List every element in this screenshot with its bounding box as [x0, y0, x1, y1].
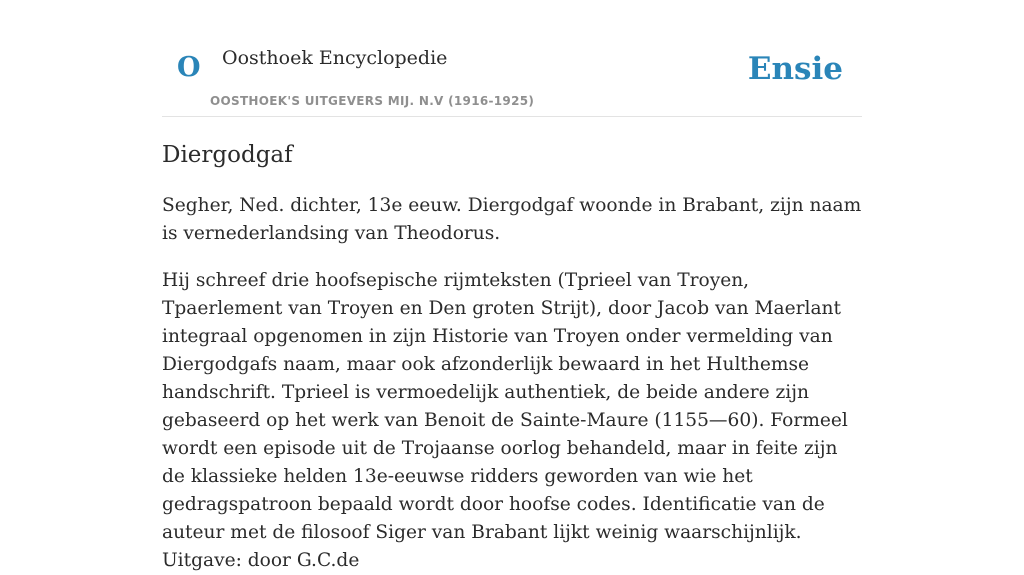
page-container — [162, 0, 862, 571]
publisher-label: OOSTHOEK'S UITGEVERS MIJ. N.V (1916-1925) — [210, 94, 535, 108]
source-title[interactable]: Oosthoek Encyclopedie — [222, 47, 448, 69]
source-header — [162, 0, 862, 117]
source-logo-icon[interactable]: O — [177, 52, 201, 83]
article-paragraph-2: Hij schreef drie hoofsepische rijmteksten (Tprieel van Troyen, Tpaerlement van Troyen en Den groten Strijt), door Jacob van Maerlant integraal opgenomen in zijn Historie van Troyen onder vermelding van Diergodgafs naam, maar ook afzonderlijk bewaard in het Hulthemse handschrift. Tprieel is vermoedelijk authentiek, de beide andere zijn gebaseerd op het werk van Benoit de Sainte-Maure (1155—60). Formeel wordt een episode uit de Trojaanse oorlog behandeld, maar in feite zijn de klassieke helden 13e-eeuwse ridders geworden van wie het gedragspatroon bepaald wordt door hoofse codes. Identificatie van de auteur met de filosoof Siger van Brabant lijkt weinig waarschijnlijk. Uitgave: door G.C.de — [162, 270, 848, 571]
article-title: Diergodgaf — [162, 142, 293, 168]
ensie-logo[interactable]: Ensie — [747, 51, 843, 87]
article-paragraph-1: Segher, Ned. dichter, 13e eeuw. Diergodgaf woonde in Brabant, zijn naam is vernederlandsing van Theodorus. — [162, 195, 862, 244]
